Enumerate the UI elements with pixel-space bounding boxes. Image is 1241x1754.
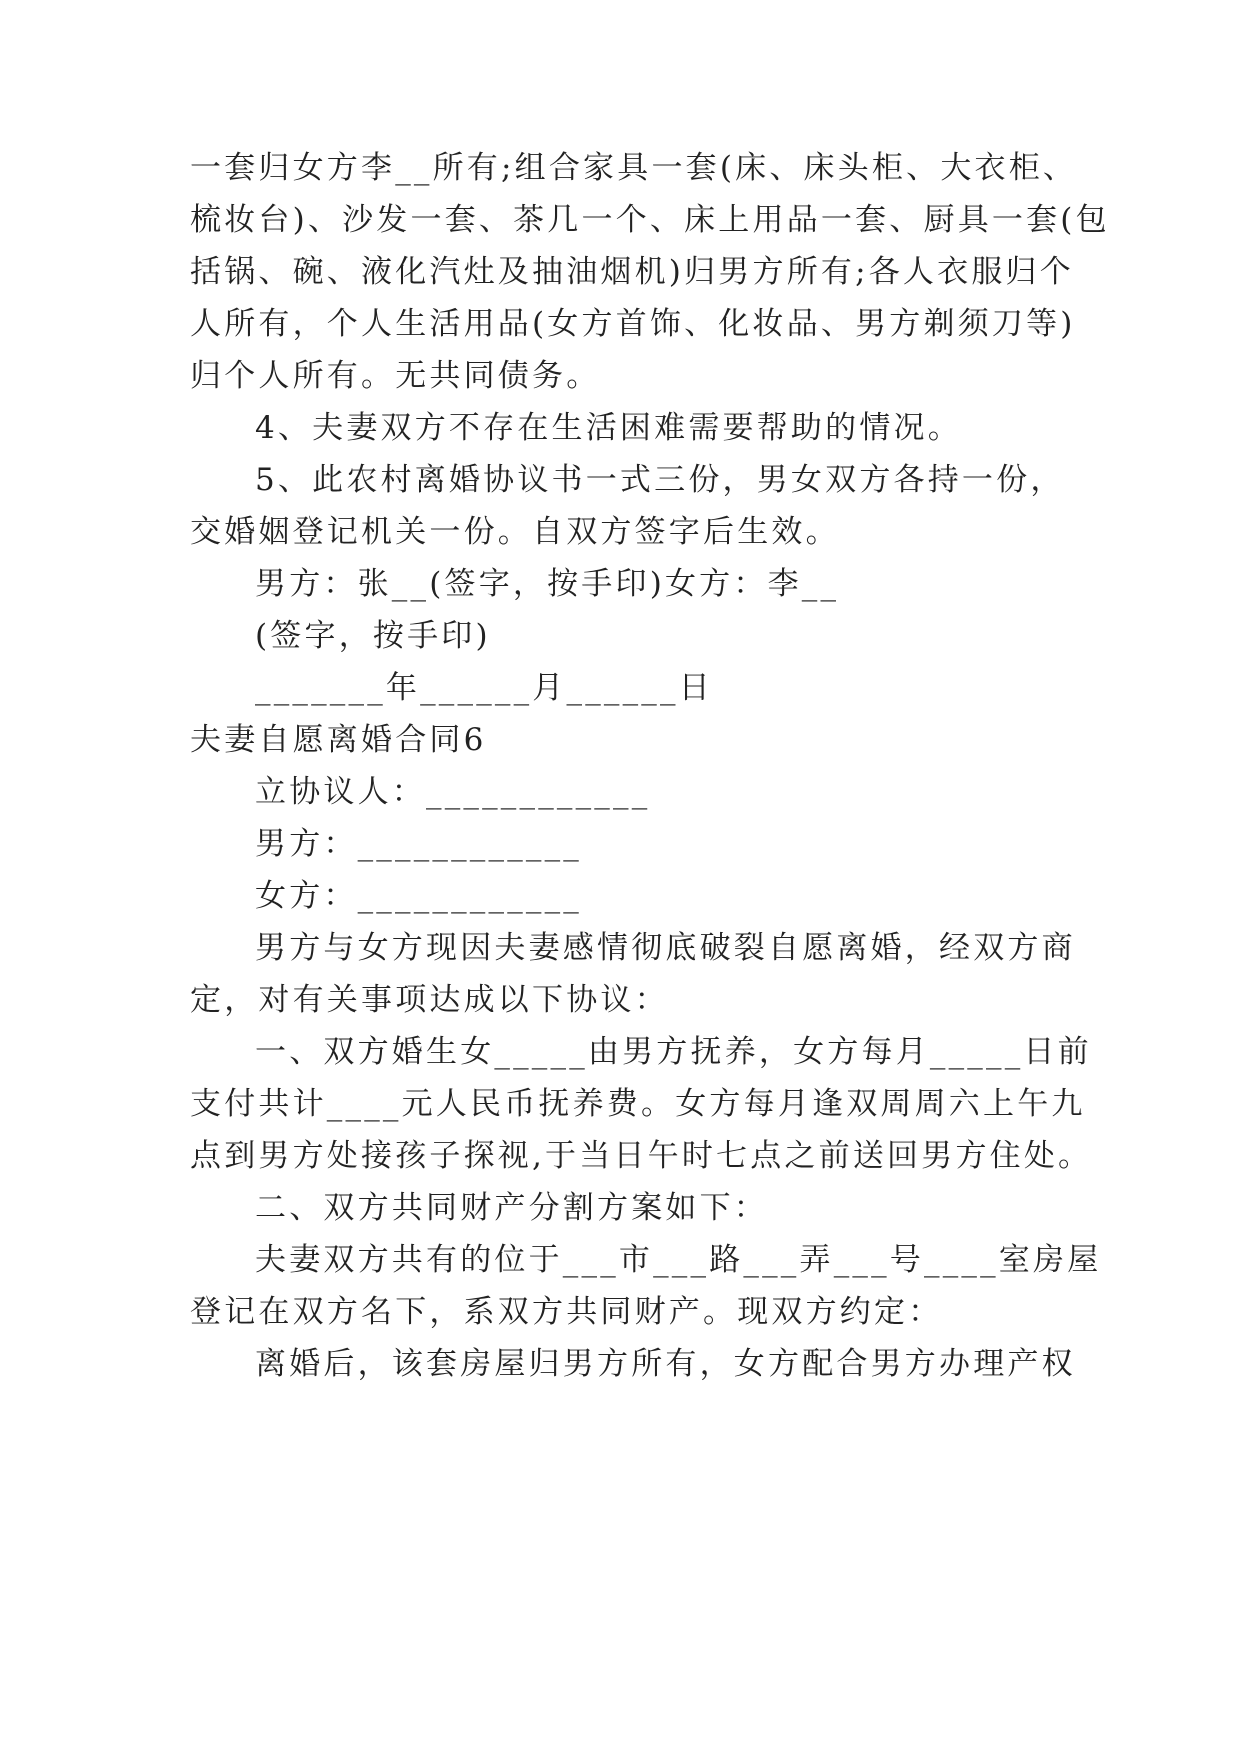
clause-4: 4、夫妻双方不存在生活困难需要帮助的情况。 xyxy=(255,410,962,446)
body-text-line: 登记在双方名下，系双方共同财产。现双方约定： xyxy=(190,1294,943,1330)
body-text-line: 离婚后，该套房屋归男方所有，女方配合男方办理产权 xyxy=(255,1346,1076,1382)
body-text-line: 归个人所有。无共同债务。 xyxy=(190,358,601,394)
clause-2: 二、双方共同财产分割方案如下： xyxy=(255,1190,768,1226)
clause-1: 一、双方婚生女_____由男方抚养，女方每月_____日前 xyxy=(255,1034,1092,1070)
clause-5: 5、此农村离婚协议书一式三份，男女双方各持一份， xyxy=(255,462,1065,498)
party-line-agreement: 立协议人：____________ xyxy=(255,774,651,810)
body-text-line: 梳妆台)、沙发一套、茶几一个、床上用品一套、厨具一套(包 xyxy=(190,202,1110,238)
party-line-woman: 女方：____________ xyxy=(255,878,582,914)
body-text-line: 支付共计____元人民币抚养费。女方每月逢双周周六上午九 xyxy=(190,1086,1086,1122)
signature-line: 男方：张__(签字，按手印)女方：李__ xyxy=(255,566,840,602)
preamble-text: 男方与女方现因夫妻感情彻底破裂自愿离婚，经双方商 xyxy=(255,930,1076,966)
body-text-line: 点到男方处接孩子探视,于当日午时七点之前送回男方住处。 xyxy=(190,1138,1093,1174)
signature-note: (签字，按手印) xyxy=(255,618,491,654)
body-text-line: 交婚姻登记机关一份。自双方签字后生效。 xyxy=(190,514,840,550)
party-line-man: 男方：____________ xyxy=(255,826,582,862)
body-text-line: 定，对有关事项达成以下协议： xyxy=(190,982,669,1018)
property-text: 夫妻双方共有的位于___市___路___弄___号____室房屋 xyxy=(255,1242,1102,1278)
body-text-line: 一套归女方李__所有;组合家具一套(床、床头柜、大衣柜、 xyxy=(190,150,1078,186)
body-text-line: 括锅、碗、液化汽灶及抽油烟机)归男方所有;各人衣服归个 xyxy=(190,254,1074,290)
date-line: _______年______月______日 xyxy=(255,670,713,706)
body-text-line: 人所有，个人生活用品(女方首饰、化妆品、男方剃须刀等) xyxy=(190,306,1076,342)
section-title: 夫妻自愿离婚合同6 xyxy=(190,722,487,758)
